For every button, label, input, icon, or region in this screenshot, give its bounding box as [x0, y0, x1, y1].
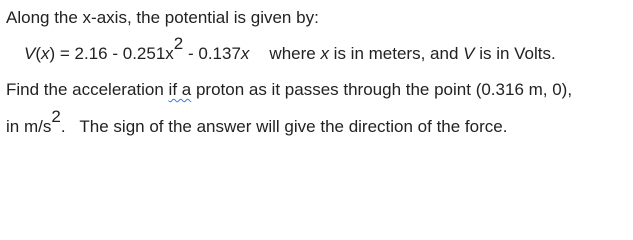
units-note-mid: is in meters, and	[328, 44, 464, 63]
units-note-end: is in Volts.	[474, 44, 556, 63]
problem-intro: Along the x-axis, the potential is given by:	[6, 8, 319, 27]
equation-linear-term: - 0.137	[183, 44, 241, 63]
problem-question	[6, 80, 572, 100]
question-rest: proton as it passes through the point (0.316 m, 0),	[191, 80, 573, 99]
units-note-lead: where	[269, 44, 321, 63]
units-note-v: V	[463, 44, 475, 63]
units-exponent: 2	[51, 107, 61, 126]
grammar-flag[interactable]: if a	[168, 80, 192, 99]
question-lead: Find the acceleration	[6, 80, 169, 99]
answer-units-line	[6, 107, 508, 137]
linear-position-symbol: x	[240, 44, 250, 63]
equation-exponent: 2	[173, 34, 184, 53]
equation-open: (	[35, 44, 42, 63]
voltage-symbol: V	[24, 44, 36, 63]
position-symbol: x	[41, 44, 50, 63]
units-text: in m/s	[6, 117, 52, 136]
equation-body: ) = 2.16 - 0.251x	[49, 44, 174, 63]
potential-equation	[24, 34, 556, 64]
sign-note: . The sign of the answer will give the direction of the force.	[60, 117, 508, 136]
units-note-x: x	[320, 44, 329, 63]
